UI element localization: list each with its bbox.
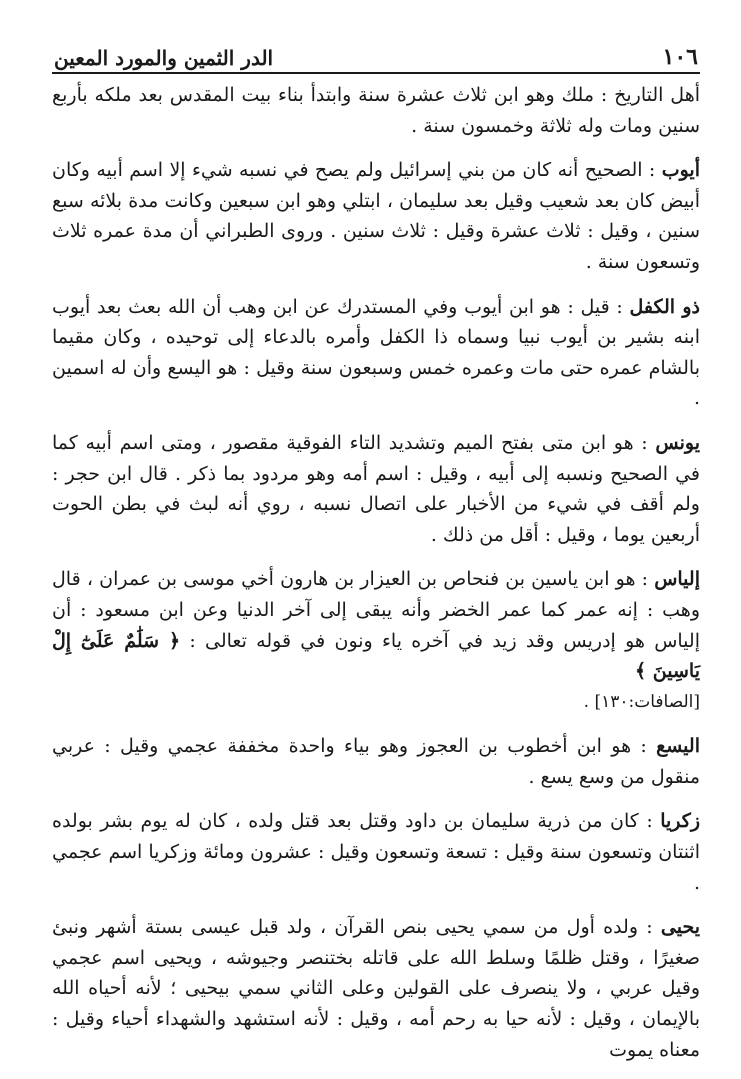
- paragraph-text: : ولده أول من سمي يحيى بنص القرآن ، ولد قبل عيسى بستة أشهر ونبئ صغيرًا ، وقتل ظلمًا وسلط الله على قاتله بختنصر وجيوشه ، ويحيى اسم عجمي وقيل عربي ، ولا ينصرف على القولين وعلى الثاني سمي بيحيى ؛ لأنه أحياه الله بالإيمان ، وقيل : لأنه حيا به رحم أمه ، وقيل : لأنه استشهد والشهداء أحياء وقيل : معناه يموت: [52, 916, 700, 1061]
- paragraph-text: أهل التاريخ : ملك وهو ابن ثلاث عشرة سنة وابتدأ بناء بيت المقدس بعد ملكه بأربع سنين ومات وله ثلاثة وخمسون سنة .: [52, 84, 700, 137]
- prophet-name: يونس: [655, 431, 700, 454]
- paragraph-text: : الصحيح أنه كان من بني إسرائيل ولم يصح في نسبه شيء إلا اسم أبيه وكان أبيض كان بعد شعيب وقيل بعد سليمان ، ابتلي وهو ابن سبعين وكانت مدة بلائه سبع سنين ، وقيل : ثلاث عشرة وقيل : ثلاث سنين . وروى الطبراني أن مدة عمره ثلاث وتسعون سنة .: [52, 159, 700, 273]
- prophet-name: أيوب: [661, 159, 700, 182]
- prophet-name: إلياس: [654, 568, 700, 591]
- paragraph-text: : هو ابن متى بفتح الميم وتشديد التاء الفوقية مقصور ، ومتى اسم أبيه كما في الصحيح ونسبه إلى أبيه ، وقيل : اسم أمه وهو مردود بما ذكر . قال ابن حجر : ولم أقف في شيء من الأخبار على اتصال نسبه ، روي أنه لبث في بطن الحوت أربعين يوما ، وقيل : أقل من ذلك .: [52, 431, 700, 546]
- page-content: [52, 74, 700, 1065]
- paragraph-text: : هو ابن ياسين بن فنحاص بن العيزار بن هارون أخي موسى بن عمران ، قال وهب : إنه عمر كما عمر الخضر وأنه يبقى إلى آخر الدنيا وعن ابن مسعود : أن إلياس هو إدريس وقد زيد في آخره ياء ونون في قوله تعالى :: [52, 568, 700, 652]
- paragraph-ayyub: [52, 155, 700, 277]
- paragraph-text: : كان من ذرية سليمان بن داود وقتل بعد قتل ولده ، كان له يوم بشر بولده اثنتان وتسعون سنة وقيل : تسعة وتسعون وقيل : عشرون ومائة وزكريا اسم عجمي .: [52, 810, 700, 894]
- page-header: [52, 38, 700, 74]
- prophet-name: يحيى: [660, 916, 700, 939]
- paragraph-dhul-kifl: [52, 292, 700, 414]
- paragraph-yunus: [52, 428, 700, 550]
- paragraph-text: : هو ابن أخطوب بن العجوز وهو بياء واحدة مخففة عجمي وقيل : عربي منقول من وسع يسع .: [52, 735, 700, 788]
- paragraph-zakariya: [52, 806, 700, 898]
- paragraph-yahya: [52, 912, 700, 1065]
- page-number: ١٠٦: [662, 44, 698, 70]
- verse-citation: [الصافات:١٣٠] .: [583, 691, 700, 712]
- document-page: [52, 38, 700, 1079]
- paragraph-text: : قيل : هو ابن أيوب وفي المستدرك عن ابن وهب أن الله بعث بعد أيوب ابنه بشير بن أيوب نبيا وسماه ذا الكفل وأمره بالدعاء إلى توحيده ، وكان مقيما بالشام عمره حتى مات وعمره خمس وسبعون سنة وقيل : هو اليسع وأن له اسمين .: [52, 295, 700, 410]
- paragraph-alyasa: [52, 731, 700, 792]
- prophet-name: زكريا: [660, 810, 700, 833]
- quran-verse: ﴿ سَلَٰمٌ عَلَىٰٓ إِلْ يَاسِينَ ﴾: [52, 629, 700, 683]
- prophet-name: ذو الكفل: [629, 295, 701, 318]
- paragraph-ilyas: [52, 564, 700, 717]
- prophet-name: اليسع: [656, 735, 700, 758]
- book-title: الدر الثمين والمورد المعين: [54, 46, 274, 70]
- paragraph-intro: [52, 80, 700, 141]
